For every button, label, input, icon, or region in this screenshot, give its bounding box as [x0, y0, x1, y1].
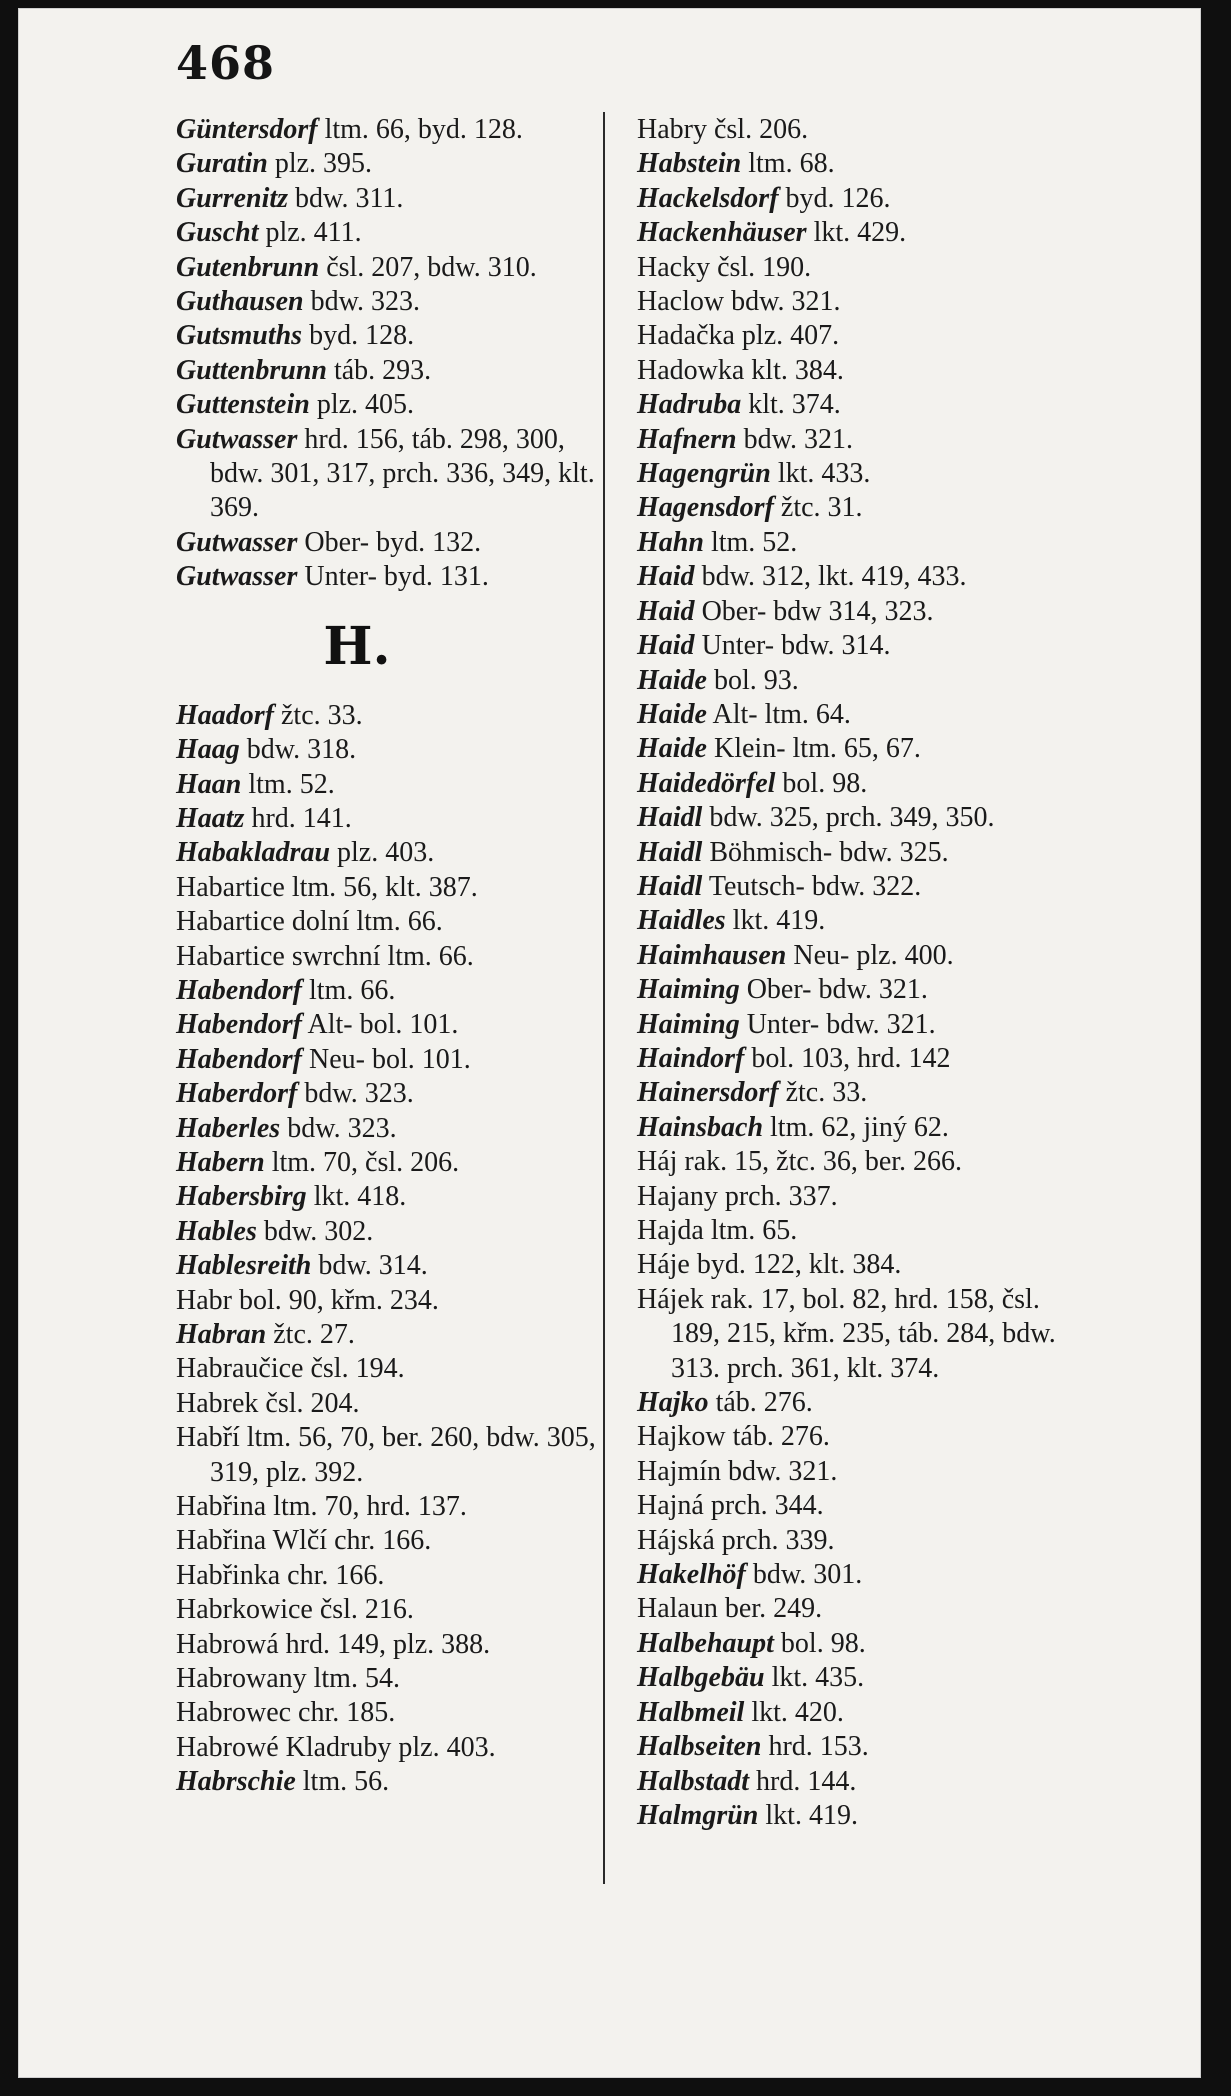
- entry-references: Neu- plz. 400.: [793, 939, 954, 971]
- entry-references: bol. 103, hrd. 142: [751, 1042, 951, 1074]
- index-entry: [637, 1111, 1067, 1145]
- entry-references: ltm. 52.: [710, 526, 798, 558]
- index-entry: [637, 354, 1067, 388]
- index-entry: [176, 1731, 608, 1765]
- entry-references: Habartice swrchní ltm. 66.: [176, 940, 474, 972]
- entry-headword: Habran: [176, 1319, 267, 1350]
- entry-references: lkt. 435.: [771, 1662, 865, 1694]
- column-divider: [603, 112, 605, 1884]
- entry-headword: Hainsbach: [637, 1111, 764, 1143]
- index-entry: [176, 1180, 608, 1214]
- entry-references: Haclow bdw. 321.: [637, 286, 841, 318]
- entry-headword: Hadruba: [637, 389, 742, 421]
- entry-references: Hajná prch. 344.: [637, 1490, 824, 1522]
- entry-references: Ober- byd. 132.: [304, 526, 482, 558]
- entry-references: Habrowec chr. 185.: [176, 1697, 396, 1729]
- entry-headword: Haberles: [176, 1112, 281, 1144]
- index-entry: [637, 388, 1067, 422]
- entry-headword: Haid: [637, 630, 695, 662]
- index-entry: [637, 904, 1067, 938]
- index-entry: [176, 1696, 608, 1730]
- entry-references: Habraučice čsl. 194.: [176, 1353, 405, 1385]
- entry-references: plz. 411.: [265, 217, 362, 249]
- entry-headword: Haidl: [637, 870, 703, 902]
- index-entry: [637, 664, 1067, 698]
- index-entry: [176, 1387, 608, 1421]
- entry-references: Unter- bdw. 314.: [701, 630, 891, 662]
- index-entry: [637, 147, 1067, 181]
- entry-headword: Haide: [637, 698, 707, 730]
- entry-references: Ober- bdw. 321.: [746, 974, 928, 1006]
- index-entry: [637, 457, 1067, 491]
- entry-headword: Guratin: [176, 148, 268, 180]
- entry-references: bdw. 311.: [295, 182, 404, 214]
- index-entry: [176, 1077, 608, 1111]
- entry-references: táb. 276.: [715, 1387, 813, 1419]
- index-entry: [176, 147, 608, 181]
- index-entry: [637, 285, 1067, 319]
- entry-headword: Haiming: [637, 1008, 740, 1040]
- index-entry: [176, 1112, 608, 1146]
- entry-references: lkt. 420.: [751, 1696, 844, 1728]
- entry-references: bol. 93.: [714, 664, 799, 696]
- index-entry: [637, 1420, 1067, 1454]
- entry-headword: Gutwasser: [176, 526, 298, 558]
- entry-references: Alt- bol. 101.: [307, 1009, 459, 1041]
- entry-references: ltm. 62, jiný 62.: [770, 1111, 949, 1143]
- entry-headword: Hagengrün: [637, 458, 771, 490]
- index-entry: [637, 595, 1067, 629]
- entry-headword: Hafnern: [637, 423, 737, 455]
- entry-references: bdw. 301.: [752, 1559, 863, 1591]
- index-entry: [176, 1490, 608, 1524]
- index-entry: [637, 182, 1067, 216]
- index-entry: [637, 1489, 1067, 1523]
- index-entry: [637, 1696, 1067, 1730]
- entry-headword: Güntersdorf: [176, 114, 318, 145]
- entry-headword: Halbehaupt: [637, 1627, 774, 1659]
- index-entry: [176, 905, 608, 939]
- entry-references: táb. 293.: [333, 354, 432, 386]
- entry-references: ltm. 56.: [302, 1766, 390, 1798]
- entry-headword: Habrschie: [176, 1766, 296, 1798]
- entry-headword: Habersbirg: [176, 1181, 307, 1213]
- index-entry: [637, 1524, 1067, 1558]
- entry-references: žtc. 31.: [780, 492, 863, 524]
- entry-headword: Hajko: [637, 1387, 709, 1419]
- entry-references: Ober- bdw 314, 323.: [701, 595, 934, 627]
- entry-references: bol. 98.: [780, 1627, 866, 1659]
- index-entry: [176, 871, 608, 905]
- index-entry: [176, 1421, 608, 1490]
- entry-references: ltm. 52.: [248, 768, 335, 800]
- entry-references: Hajany prch. 337.: [637, 1180, 838, 1212]
- entry-headword: Habern: [176, 1146, 265, 1178]
- entry-headword: Hagensdorf: [637, 492, 774, 524]
- left-column: [176, 113, 608, 1800]
- entry-headword: Habstein: [637, 148, 742, 180]
- entry-headword: Habendorf: [176, 974, 302, 1006]
- index-entry: [176, 1249, 608, 1283]
- entry-headword: Hables: [176, 1215, 257, 1247]
- index-entry: [637, 1008, 1067, 1042]
- index-entry: [176, 1284, 608, 1318]
- index-entry: [637, 251, 1067, 285]
- index-entry: [176, 251, 608, 285]
- entry-references: Hadowka klt. 384.: [637, 354, 844, 386]
- entry-references: Habřinka chr. 166.: [176, 1559, 385, 1591]
- entry-references: byd. 128.: [309, 320, 415, 352]
- entry-references: Habrkowice čsl. 216.: [176, 1594, 414, 1626]
- entry-headword: Guttenbrunn: [176, 354, 327, 386]
- index-entry: [637, 216, 1067, 250]
- right-entries: [637, 113, 1067, 1833]
- entry-headword: Habakladrau: [176, 837, 331, 869]
- index-entry: [637, 491, 1067, 525]
- index-entry: [637, 1076, 1067, 1110]
- index-entry: [637, 560, 1067, 594]
- entry-references: bdw. 318.: [246, 734, 357, 766]
- index-entry: [637, 1592, 1067, 1626]
- entry-references: Hájská prch. 339.: [637, 1524, 835, 1556]
- entry-references: Hajkow táb. 276.: [637, 1421, 830, 1453]
- index-entry: [637, 1730, 1067, 1764]
- entry-references: Unter- byd. 131.: [304, 561, 489, 593]
- index-entry: [637, 113, 1067, 147]
- entry-references: bdw. 323.: [304, 1078, 414, 1110]
- entry-headword: Haag: [176, 734, 240, 766]
- entry-headword: Guttenstein: [176, 389, 310, 421]
- left-entries-g: [176, 113, 608, 595]
- index-entry: [176, 1146, 608, 1180]
- entry-headword: Halbseiten: [637, 1731, 762, 1763]
- entry-references: žtc. 27.: [273, 1319, 355, 1350]
- index-entry: [637, 526, 1067, 560]
- index-entry: [637, 1627, 1067, 1661]
- index-entry: [176, 1628, 608, 1662]
- index-entry: [176, 940, 608, 974]
- index-entry: [637, 1042, 1067, 1076]
- entry-references: Klein- ltm. 65, 67.: [714, 733, 921, 765]
- entry-references: čsl. 207, bdw. 310.: [326, 251, 537, 283]
- entry-headword: Haidl: [637, 802, 703, 834]
- entry-references: hrd. 156, táb. 298, 300, bdw. 301, 317, prch. 336, 349, klt. 369.: [210, 423, 595, 524]
- index-entry: [176, 1524, 608, 1558]
- entry-references: bdw. 314.: [318, 1250, 428, 1282]
- entry-references: Háj rak. 15, žtc. 36, ber. 266.: [637, 1146, 963, 1178]
- entry-references: Hajmín bdw. 321.: [637, 1455, 838, 1487]
- entry-references: Hacky čsl. 190.: [637, 251, 812, 283]
- entry-headword: Hakelhöf: [637, 1559, 746, 1591]
- entry-references: lkt. 418.: [313, 1181, 407, 1213]
- entry-references: Hájek rak. 17, bol. 82, hrd. 158, čsl. 189, 215, křm. 235, táb. 284, bdw. 313. prch. 361, klt. 374.: [637, 1283, 1056, 1384]
- entry-headword: Haan: [176, 768, 242, 800]
- index-entry: [176, 285, 608, 319]
- entry-references: Teutsch- bdw. 322.: [708, 870, 922, 902]
- entry-references: bdw. 323.: [310, 286, 421, 318]
- entry-headword: Haatz: [176, 802, 245, 834]
- entry-references: ltm. 66.: [309, 974, 396, 1006]
- entry-headword: Guthausen: [176, 286, 304, 318]
- entry-headword: Haberdorf: [176, 1078, 298, 1110]
- index-entry: [637, 801, 1067, 835]
- index-entry: [176, 802, 608, 836]
- index-entry: [176, 423, 608, 526]
- index-entry: [637, 1180, 1067, 1214]
- entry-references: Neu- bol. 101.: [309, 1043, 471, 1075]
- entry-references: byd. 126.: [785, 182, 891, 214]
- entry-references: Habřina Wlčí chr. 166.: [176, 1525, 432, 1557]
- index-entry: [637, 1455, 1067, 1489]
- entry-references: Hajda ltm. 65.: [637, 1215, 798, 1246]
- entry-references: hrd. 141.: [251, 802, 352, 834]
- index-entry: [637, 1386, 1067, 1420]
- left-entries-h: [176, 699, 608, 1800]
- entry-references: lkt. 429.: [813, 217, 907, 249]
- index-entry: [176, 216, 608, 250]
- entry-references: Habrowany ltm. 54.: [176, 1663, 400, 1695]
- section-letter: H.: [323, 615, 391, 677]
- entry-references: ltm. 70, čsl. 206.: [271, 1146, 460, 1178]
- index-entry: [637, 939, 1067, 973]
- entry-references: hrd. 153.: [768, 1731, 869, 1763]
- entry-references: lkt. 419.: [732, 905, 826, 937]
- entry-references: Alt- ltm. 64.: [712, 698, 851, 730]
- index-entry: [637, 870, 1067, 904]
- entry-references: bdw. 323.: [287, 1112, 397, 1144]
- entry-references: plz. 395.: [274, 148, 373, 180]
- index-entry: [176, 1318, 608, 1352]
- index-entry: [637, 732, 1067, 766]
- entry-references: lkt. 419.: [765, 1799, 858, 1831]
- index-entry: [176, 354, 608, 388]
- index-entry: [176, 1662, 608, 1696]
- entry-references: ltm. 66, byd. 128.: [324, 114, 523, 145]
- entry-references: Háje byd. 122, klt. 384.: [637, 1249, 902, 1281]
- entry-references: Habartice dolní ltm. 66.: [176, 906, 443, 938]
- index-entry: [637, 1283, 1067, 1386]
- index-entry: [637, 973, 1067, 1007]
- entry-headword: Halbstadt: [637, 1765, 750, 1797]
- index-entry: [176, 768, 608, 802]
- entry-references: Habří ltm. 56, 70, ber. 260, bdw. 305, 319, plz. 392.: [176, 1422, 596, 1488]
- entry-headword: Gutenbrunn: [176, 251, 320, 283]
- entry-references: klt. 374.: [748, 389, 841, 421]
- index-entry: [176, 319, 608, 353]
- index-entry: [176, 526, 608, 560]
- entry-references: žtc. 33.: [281, 699, 363, 731]
- index-entry: [176, 1352, 608, 1386]
- page-number: 468: [176, 36, 276, 90]
- index-entry: [637, 1214, 1067, 1248]
- entry-references: bdw. 312, lkt. 419, 433.: [701, 561, 967, 593]
- index-entry: [637, 1248, 1067, 1282]
- entry-headword: Haidedörfel: [637, 767, 776, 799]
- index-entry: [176, 1215, 608, 1249]
- entry-headword: Halbmeil: [637, 1696, 745, 1728]
- entry-headword: Haidles: [637, 905, 726, 937]
- entry-headword: Haindorf: [637, 1042, 745, 1074]
- index-entry: [637, 1799, 1067, 1833]
- entry-headword: Hainersdorf: [637, 1077, 779, 1109]
- entry-references: lkt. 433.: [777, 458, 871, 490]
- index-entry: [176, 1593, 608, 1627]
- entry-references: Habr bol. 90, křm. 234.: [176, 1284, 439, 1316]
- entry-references: Habrowé Kladruby plz. 403.: [176, 1731, 496, 1763]
- index-entry: [637, 698, 1067, 732]
- entry-references: Habrowá hrd. 149, plz. 388.: [176, 1628, 491, 1660]
- index-entry: [176, 1765, 608, 1799]
- entry-headword: Haidl: [637, 836, 703, 868]
- entry-headword: Hahn: [637, 526, 704, 558]
- entry-references: Habartice ltm. 56, klt. 387.: [176, 871, 478, 903]
- entry-headword: Hackenhäuser: [637, 217, 807, 249]
- index-entry: [176, 1043, 608, 1077]
- index-entry: [637, 423, 1067, 457]
- index-entry: [637, 836, 1067, 870]
- entry-headword: Haide: [637, 664, 707, 696]
- entry-headword: Gurrenitz: [176, 182, 289, 214]
- index-entry: [637, 1145, 1067, 1179]
- entry-references: Hadačka plz. 407.: [637, 320, 840, 352]
- index-entry: [176, 733, 608, 767]
- entry-references: plz. 405.: [316, 389, 415, 421]
- entry-references: ltm. 68.: [748, 148, 835, 180]
- entry-references: Habřina ltm. 70, hrd. 137.: [176, 1491, 467, 1523]
- index-entry: [637, 767, 1067, 801]
- entry-headword: Guscht: [176, 217, 259, 249]
- index-entry: [176, 182, 608, 216]
- right-column: [637, 113, 1067, 1833]
- entry-headword: Haiming: [637, 974, 740, 1006]
- index-entry: [176, 1559, 608, 1593]
- index-entry: [637, 1558, 1067, 1592]
- entry-references: Habrek čsl. 204.: [176, 1387, 360, 1419]
- entry-headword: Hablesreith: [176, 1250, 312, 1282]
- index-entry: [637, 629, 1067, 663]
- entry-references: Habry čsl. 206.: [637, 114, 809, 145]
- entry-references: bdw. 321.: [743, 423, 853, 455]
- index-entry: [637, 1765, 1067, 1799]
- entry-headword: Habendorf: [176, 1009, 302, 1041]
- index-entry: [176, 1008, 608, 1042]
- index-entry: [176, 974, 608, 1008]
- entry-headword: Haimhausen: [637, 939, 787, 971]
- entry-headword: Gutwasser: [176, 423, 298, 455]
- entry-headword: Halbgebäu: [637, 1662, 765, 1694]
- entry-references: Unter- bdw. 321.: [746, 1008, 936, 1040]
- entry-headword: Haide: [637, 733, 707, 765]
- entry-references: žtc. 33.: [785, 1077, 868, 1109]
- entry-references: bol. 98.: [782, 767, 868, 799]
- index-entry: [176, 388, 608, 422]
- entry-references: Böhmisch- bdw. 325.: [709, 836, 949, 868]
- index-entry: [176, 560, 608, 594]
- entry-references: bdw. 302.: [263, 1215, 374, 1247]
- index-entry: [637, 1661, 1067, 1695]
- entry-headword: Hackelsdorf: [637, 182, 779, 214]
- index-entry: [176, 699, 608, 733]
- entry-headword: Haadorf: [176, 699, 274, 731]
- entry-references: Halaun ber. 249.: [637, 1593, 823, 1625]
- entry-references: bdw. 325, prch. 349, 350.: [709, 802, 995, 834]
- index-entry: [176, 113, 608, 147]
- index-entry: [176, 836, 608, 870]
- entry-headword: Halmgrün: [637, 1799, 759, 1831]
- entry-headword: Gutsmuths: [176, 320, 303, 352]
- entry-references: plz. 403.: [337, 837, 435, 869]
- index-entry: [637, 319, 1067, 353]
- entry-headword: Gutwasser: [176, 561, 298, 593]
- entry-headword: Haid: [637, 561, 695, 593]
- entry-references: hrd. 144.: [756, 1765, 857, 1797]
- entry-headword: Haid: [637, 595, 695, 627]
- entry-headword: Habendorf: [176, 1043, 302, 1075]
